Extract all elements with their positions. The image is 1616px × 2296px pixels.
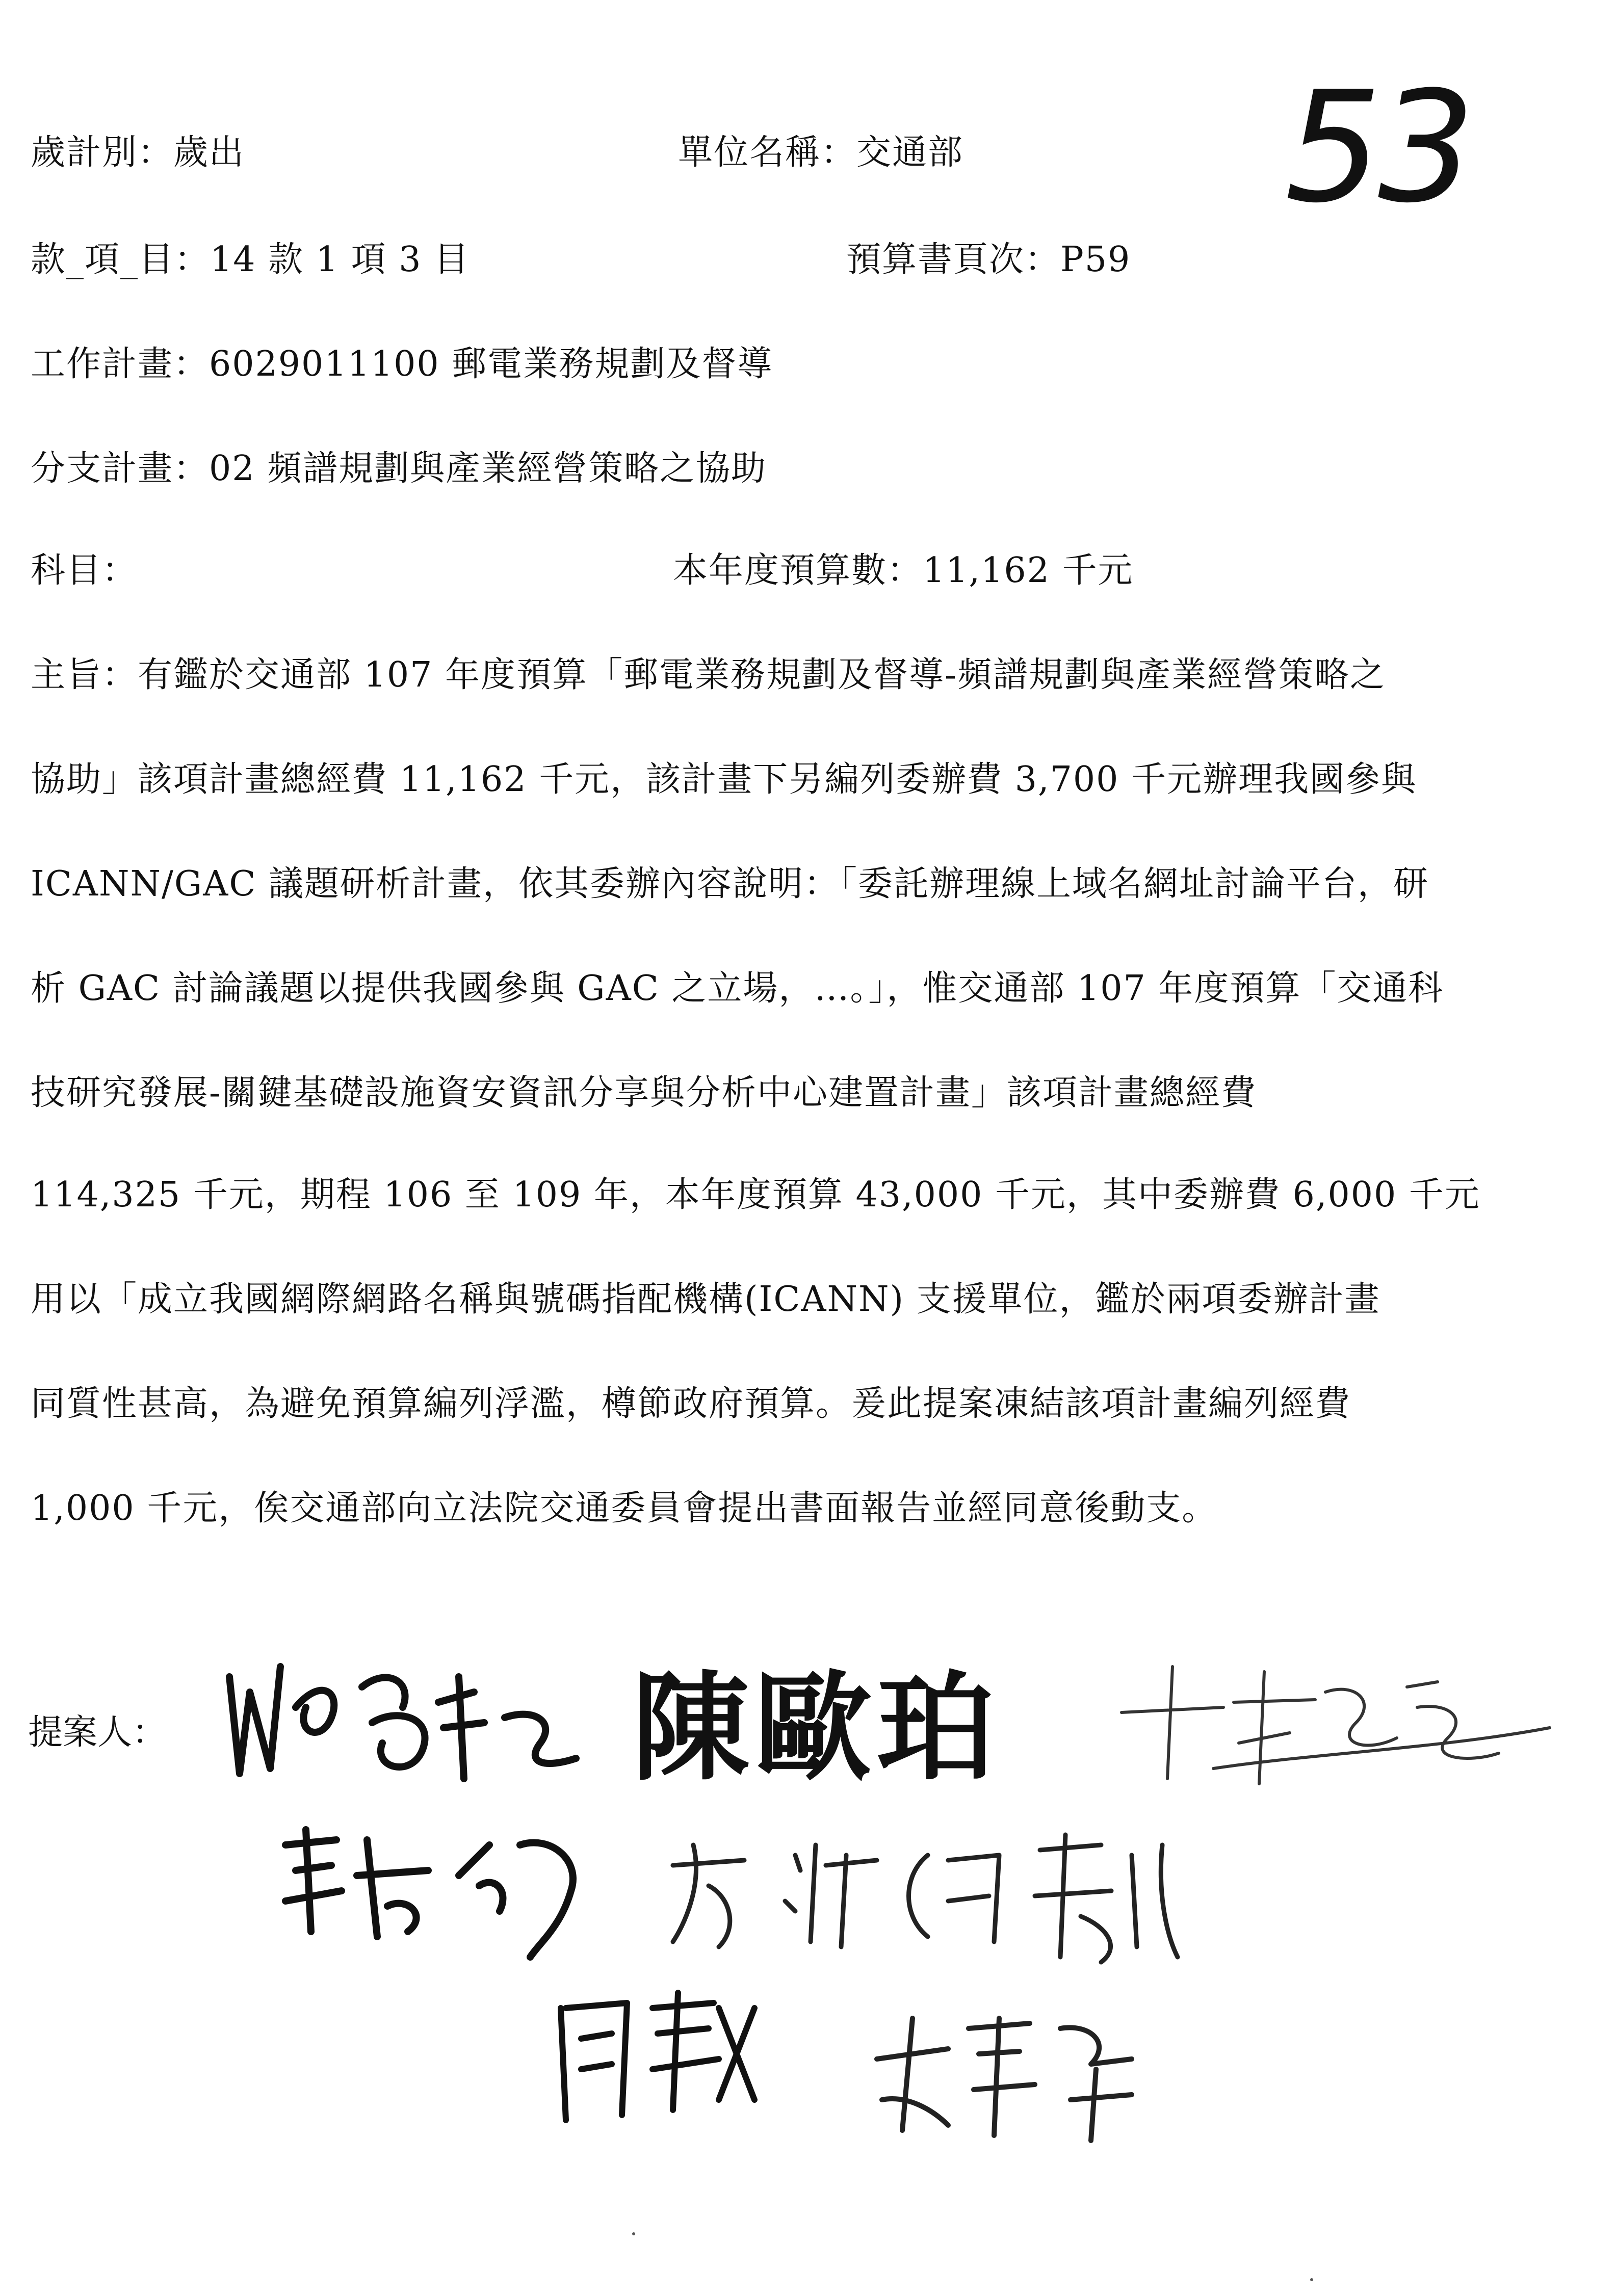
budget-type: 歲計別：歲出: [31, 133, 245, 173]
budget-amount: 本年度預算數：11,162 千元: [673, 550, 1134, 591]
header-row-2: [31, 232, 1560, 288]
proposer-label: 提案人：: [28, 1712, 167, 1753]
scan-speck: [632, 2232, 635, 2235]
header-row-5: [31, 543, 1560, 599]
body-line-7: 用以「成立我國網際網路名稱與號碼指配機構(ICANN) 支援單位，鑑於兩項委辦計畫: [31, 1279, 1380, 1319]
body-line-3: ICANN/GAC 議題研析計畫，依其委辦內容說明：「委託辦理線上域名網址討論平台，研: [31, 864, 1429, 904]
handwritten-signature-3: [1111, 1651, 1560, 1804]
budget-book-page: 預算書頁次：P59: [846, 240, 1131, 280]
unit-name: 單位名稱：交通部: [678, 133, 964, 173]
handwritten-signature-7: [867, 1998, 1152, 2151]
handwritten-signature-1: [219, 1646, 586, 1809]
handwritten-signature-5: [663, 1825, 1183, 1977]
handwritten-page-number: 53: [1285, 59, 1471, 236]
scan-speck: [1310, 2278, 1313, 2281]
work-plan: [31, 336, 1560, 392]
budget-item: 款_項_目：14 款 1 項 3 目: [31, 240, 470, 280]
handwritten-signature-6: [551, 1977, 765, 2130]
sub-plan: [31, 441, 1560, 497]
body-line-6: 114,325 千元，期程 106 至 109 年，本年度預算 43,000 千元，其中委辦費 6,000 千元: [31, 1175, 1480, 1215]
handwritten-signature-4: [275, 1814, 591, 1967]
body-line-8: 同質性甚高，為避免預算編列浮濫，樽節政府預算。爰此提案凍結該項計畫編列經費: [31, 1384, 1351, 1424]
body-line-4: 析 GAC 討論議題以提供我國參與 GAC 之立場，…。」，惟交通部 107 年度預算「交通科: [31, 968, 1444, 1009]
sub-plan-text: 分支計畫：02 頻譜規劃與產業經營策略之協助: [31, 448, 767, 489]
handwritten-signature-2: 陳歐珀: [632, 1659, 1000, 1797]
body-line-1: 主旨：有鑑於交通部 107 年度預算「郵電業務規劃及督導-頻譜規劃與產業經營策略之: [31, 655, 1386, 695]
work-plan-text: 工作計畫：6029011100 郵電業務規劃及督導: [31, 344, 773, 384]
body-line-5: 技研究發展-關鍵基礎設施資安資訊分享與分析中心建置計畫」該項計畫總經費: [31, 1073, 1257, 1113]
body-line-9: 1,000 千元，俟交通部向立法院交通委員會提出書面報告並經同意後動支。: [31, 1488, 1218, 1528]
body-line-2: 協助」該項計畫總經費 11,162 千元，該計畫下另編列委辦費 3,700 千元辦理我國參與: [31, 759, 1417, 800]
subject-label: 科目：: [31, 550, 138, 591]
